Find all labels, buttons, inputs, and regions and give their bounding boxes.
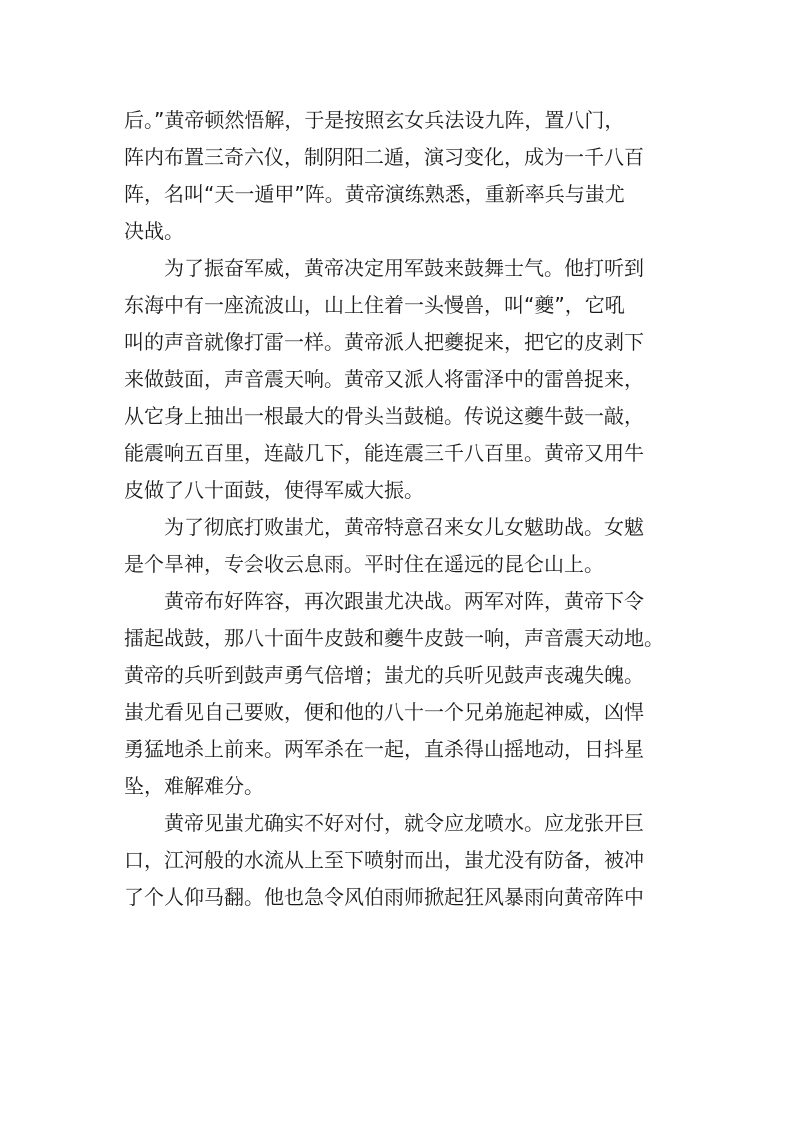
paragraph	[124, 102, 672, 250]
text-line: 从它身上抽出一根最大的骨头当鼓槌。传说这夔牛鼓一敲，	[124, 404, 644, 428]
text-line: 擂起战鼓，那八十面牛皮鼓和夔牛皮鼓一响，声音震天动地。	[124, 626, 664, 650]
text-line: 阵，名叫“天一遁甲”阵。黄帝演练熟悉，重新率兵与蚩尤	[124, 182, 625, 206]
text-line: 黄帝的兵听到鼓声勇气倍增；蚩尤的兵听见鼓声丧魂失魄。	[124, 663, 644, 687]
text-line: 能震响五百里，连敲几下，能连震三千八百里。黄帝又用牛	[124, 441, 644, 465]
paragraph	[124, 509, 672, 583]
paragraph	[124, 250, 672, 509]
text-line: 蚩尤看见自己要败，便和他的八十一个兄弟施起神威，凶悍	[124, 700, 644, 724]
document-body	[124, 102, 672, 916]
paragraph	[124, 583, 672, 805]
text-line: 了个人仰马翻。他也急令风伯雨师掀起狂风暴雨向黄帝阵中	[124, 885, 644, 909]
text-line: 东海中有一座流波山，山上住着一头慢兽，叫“夔”，它吼	[124, 293, 625, 317]
text-line: 皮做了八十面鼓，使得军威大振。	[124, 478, 424, 502]
text-line: 黄帝布好阵容，再次跟蚩尤决战。两军对阵，黄帝下令	[164, 589, 644, 613]
text-line: 为了彻底打败蚩尤，黄帝特意召来女儿女魃助战。女魃	[164, 515, 644, 539]
text-line: 后。”黄帝顿然悟解，于是按照玄女兵法设九阵，置八门，	[124, 108, 625, 132]
text-line: 阵内布置三奇六仪，制阴阳二遁，演习变化，成为一千八百	[124, 145, 644, 169]
text-line: 黄帝见蚩尤确实不好对付，就令应龙喷水。应龙张开巨	[164, 811, 644, 835]
text-line: 坠，难解难分。	[124, 774, 264, 798]
text-line: 是个旱神，专会收云息雨。平时住在遥远的昆仑山上。	[124, 552, 604, 576]
text-line: 为了振奋军威，黄帝决定用军鼓来鼓舞士气。他打听到	[164, 256, 644, 280]
text-line: 来做鼓面，声音震天响。黄帝又派人将雷泽中的雷兽捉来，	[124, 367, 644, 391]
text-line: 叫的声音就像打雷一样。黄帝派人把夔捉来，把它的皮剥下	[124, 330, 644, 354]
text-line: 勇猛地杀上前来。两军杀在一起，直杀得山摇地动，日抖星	[124, 737, 644, 761]
paragraph	[124, 805, 672, 916]
text-line: 口，江河般的水流从上至下喷射而出，蚩尤没有防备，被冲	[124, 848, 644, 872]
text-line: 决战。	[124, 219, 184, 243]
